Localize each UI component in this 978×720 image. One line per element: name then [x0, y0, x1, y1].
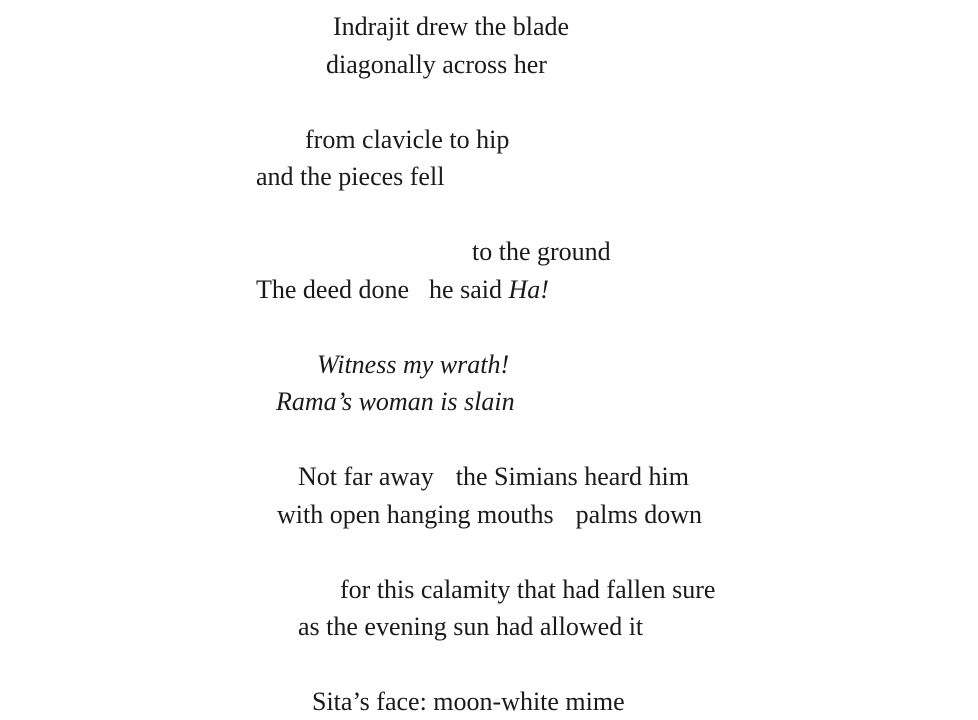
poem-phrase: he said	[429, 275, 509, 304]
poem-line	[256, 275, 549, 305]
poem-line: diagonally across her	[326, 50, 547, 79]
poem-line: for this calamity that had fallen sure	[340, 575, 716, 604]
poem-line: to the ground	[472, 237, 611, 266]
poem-line: Indrajit drew the blade	[333, 12, 570, 41]
poem-line	[277, 500, 702, 530]
poem-line	[298, 462, 689, 492]
poem-line: from clavicle to hip	[305, 125, 510, 154]
poem-line: Sita’s face: moon-white mime	[312, 687, 625, 716]
poem-line-italic: Rama’s woman is slain	[276, 387, 515, 416]
poem-phrase: palms down	[575, 500, 702, 529]
poem-phrase: The deed done	[256, 275, 410, 304]
poem-phrase: with open hanging mouths	[277, 500, 554, 529]
poem-phrase: the Simians heard him	[455, 462, 689, 491]
poem-line-italic: Witness my wrath!	[317, 350, 510, 379]
poem-phrase-italic: Ha!	[508, 275, 549, 304]
poem-phrase: Not far away	[298, 462, 434, 491]
poem-line: as the evening sun had allowed it	[298, 612, 644, 641]
poem-line: and the pieces fell	[256, 162, 445, 191]
